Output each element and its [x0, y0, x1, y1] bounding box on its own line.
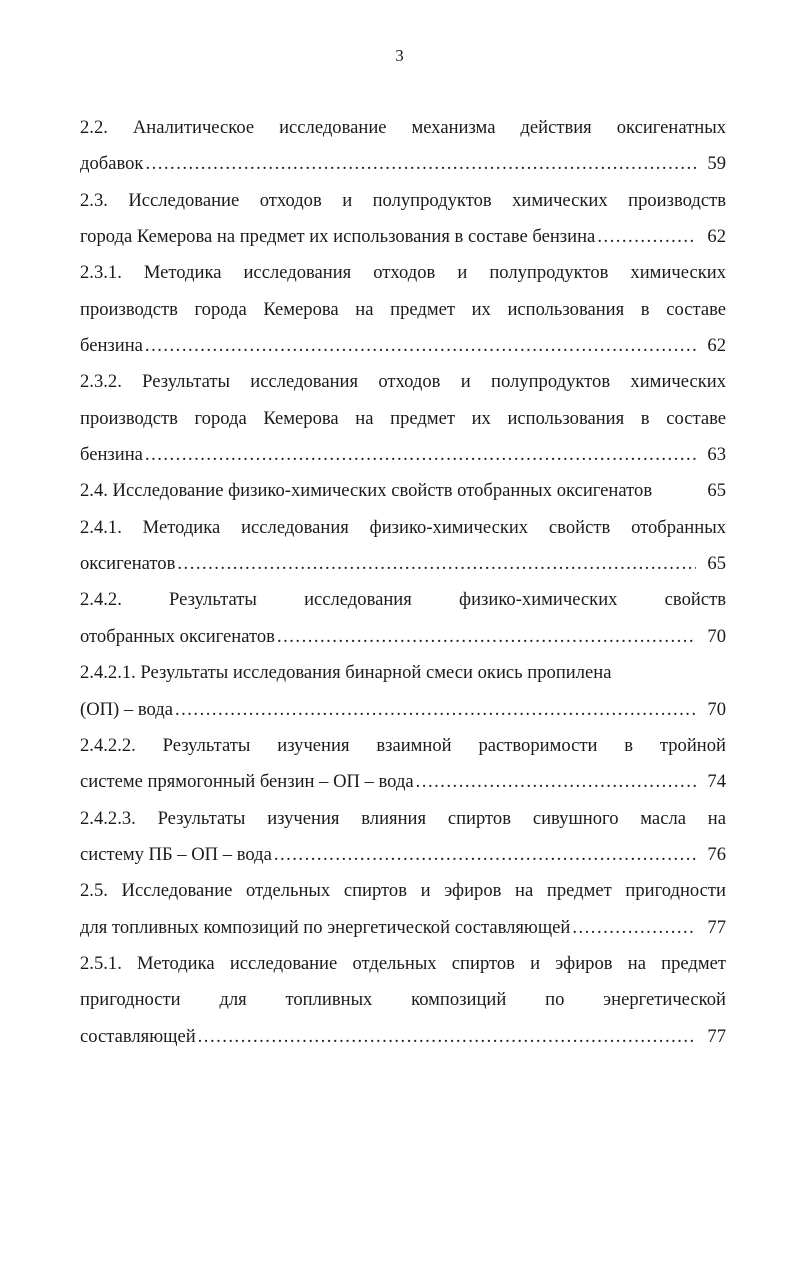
- toc-entry-line: 2.4.2.3. Результаты изучения влияния спиртов сивушного масла на: [80, 807, 726, 829]
- toc-page-number: 70: [707, 698, 726, 720]
- dot-leader: [416, 764, 696, 800]
- toc-page-number: 70: [707, 625, 726, 647]
- toc-entry-text: бензина: [80, 444, 143, 466]
- dot-leader: [145, 437, 696, 473]
- toc-entry-final-line: [80, 328, 726, 364]
- toc-entry-text: 2.4. Исследование физико-химических свойств отобранных оксигенатов: [80, 480, 653, 502]
- toc-entry-final-line: [80, 692, 726, 728]
- toc-entry-line: 2.3.1. Методика исследования отходов и полупродуктов химических: [80, 262, 726, 284]
- toc-entry-final-line: [80, 546, 726, 582]
- toc-page-number: 63: [707, 444, 726, 466]
- toc-page-number: 76: [707, 843, 726, 865]
- toc-entry-text: добавок: [80, 153, 144, 175]
- page-number: 3: [395, 46, 404, 65]
- toc-entry-final-line: [80, 473, 726, 509]
- dot-leader: [177, 546, 696, 582]
- toc-entry-final-line: [80, 910, 726, 946]
- dot-leader: [572, 910, 696, 946]
- dot-leader: [175, 692, 696, 728]
- toc-entry-line: производств города Кемерова на предмет их использования в составе: [80, 407, 726, 429]
- toc-page-number: 74: [707, 771, 726, 793]
- toc-entry-text: составляющей: [80, 1025, 196, 1047]
- toc-entry-text: отобранных оксигенатов: [80, 625, 275, 647]
- toc-page-number: 65: [707, 480, 726, 502]
- toc-entry-text: для топливных композиций по энергетической составляющей: [80, 916, 571, 938]
- toc-entry-final-line: [80, 219, 726, 255]
- dot-leader: [274, 837, 696, 873]
- dot-leader: [145, 146, 696, 182]
- toc-entry-text: системе прямогонный бензин – ОП – вода: [80, 771, 414, 793]
- dot-leader: [277, 619, 696, 655]
- toc-entry-line: 2.4.2.1. Результаты исследования бинарной смеси окись пропилена: [80, 662, 612, 684]
- dot-leader: [198, 1019, 696, 1055]
- toc-entry-line: 2.4.2. Результаты исследования физико-химических свойств: [80, 589, 726, 611]
- toc-entry-text: (ОП) – вода: [80, 698, 173, 720]
- toc-entry-line: 2.5.1. Методика исследование отдельных спиртов и эфиров на предмет: [80, 952, 726, 974]
- toc-entry-line: производств города Кемерова на предмет их использования в составе: [80, 298, 726, 320]
- toc-page-number: 62: [707, 226, 726, 248]
- toc-page-number: 59: [707, 153, 726, 175]
- toc-entry-final-line: [80, 1019, 726, 1055]
- dot-leader: [597, 219, 696, 255]
- toc-page-number: 77: [707, 1025, 726, 1047]
- toc-entry-line: 2.5. Исследование отдельных спиртов и эфиров на предмет пригодности: [80, 880, 726, 902]
- toc-entry-line: 2.3. Исследование отходов и полупродуктов химических производств: [80, 189, 726, 211]
- toc-entry-final-line: [80, 437, 726, 473]
- toc-page-number: 62: [707, 335, 726, 357]
- toc-entry-line: 2.3.2. Результаты исследования отходов и полупродуктов химических: [80, 371, 726, 393]
- toc-entry-text: систему ПБ – ОП – вода: [80, 843, 272, 865]
- table-of-contents: [80, 110, 726, 1055]
- dot-leader: [145, 328, 696, 364]
- toc-entry-final-line: [80, 837, 726, 873]
- toc-entry-line: 2.4.1. Методика исследования физико-химических свойств отобранных: [80, 516, 726, 538]
- toc-entry-text: города Кемерова на предмет их использования в составе бензина: [80, 226, 596, 248]
- toc-page-number: 77: [707, 916, 726, 938]
- toc-entry-line: 2.4.2.2. Результаты изучения взаимной растворимости в тройной: [80, 734, 726, 756]
- toc-entry-line: 2.2. Аналитическое исследование механизма действия оксигенатных: [80, 117, 726, 138]
- toc-entry-final-line: [80, 619, 726, 655]
- toc-entry-text: оксигенатов: [80, 553, 176, 575]
- toc-entry-final-line: [80, 146, 726, 182]
- toc-entry-text: бензина: [80, 335, 143, 357]
- toc-entry-final-line: [80, 764, 726, 800]
- toc-entry-line: пригодности для топливных композиций по энергетической: [80, 989, 726, 1011]
- toc-page-number: 65: [707, 553, 726, 575]
